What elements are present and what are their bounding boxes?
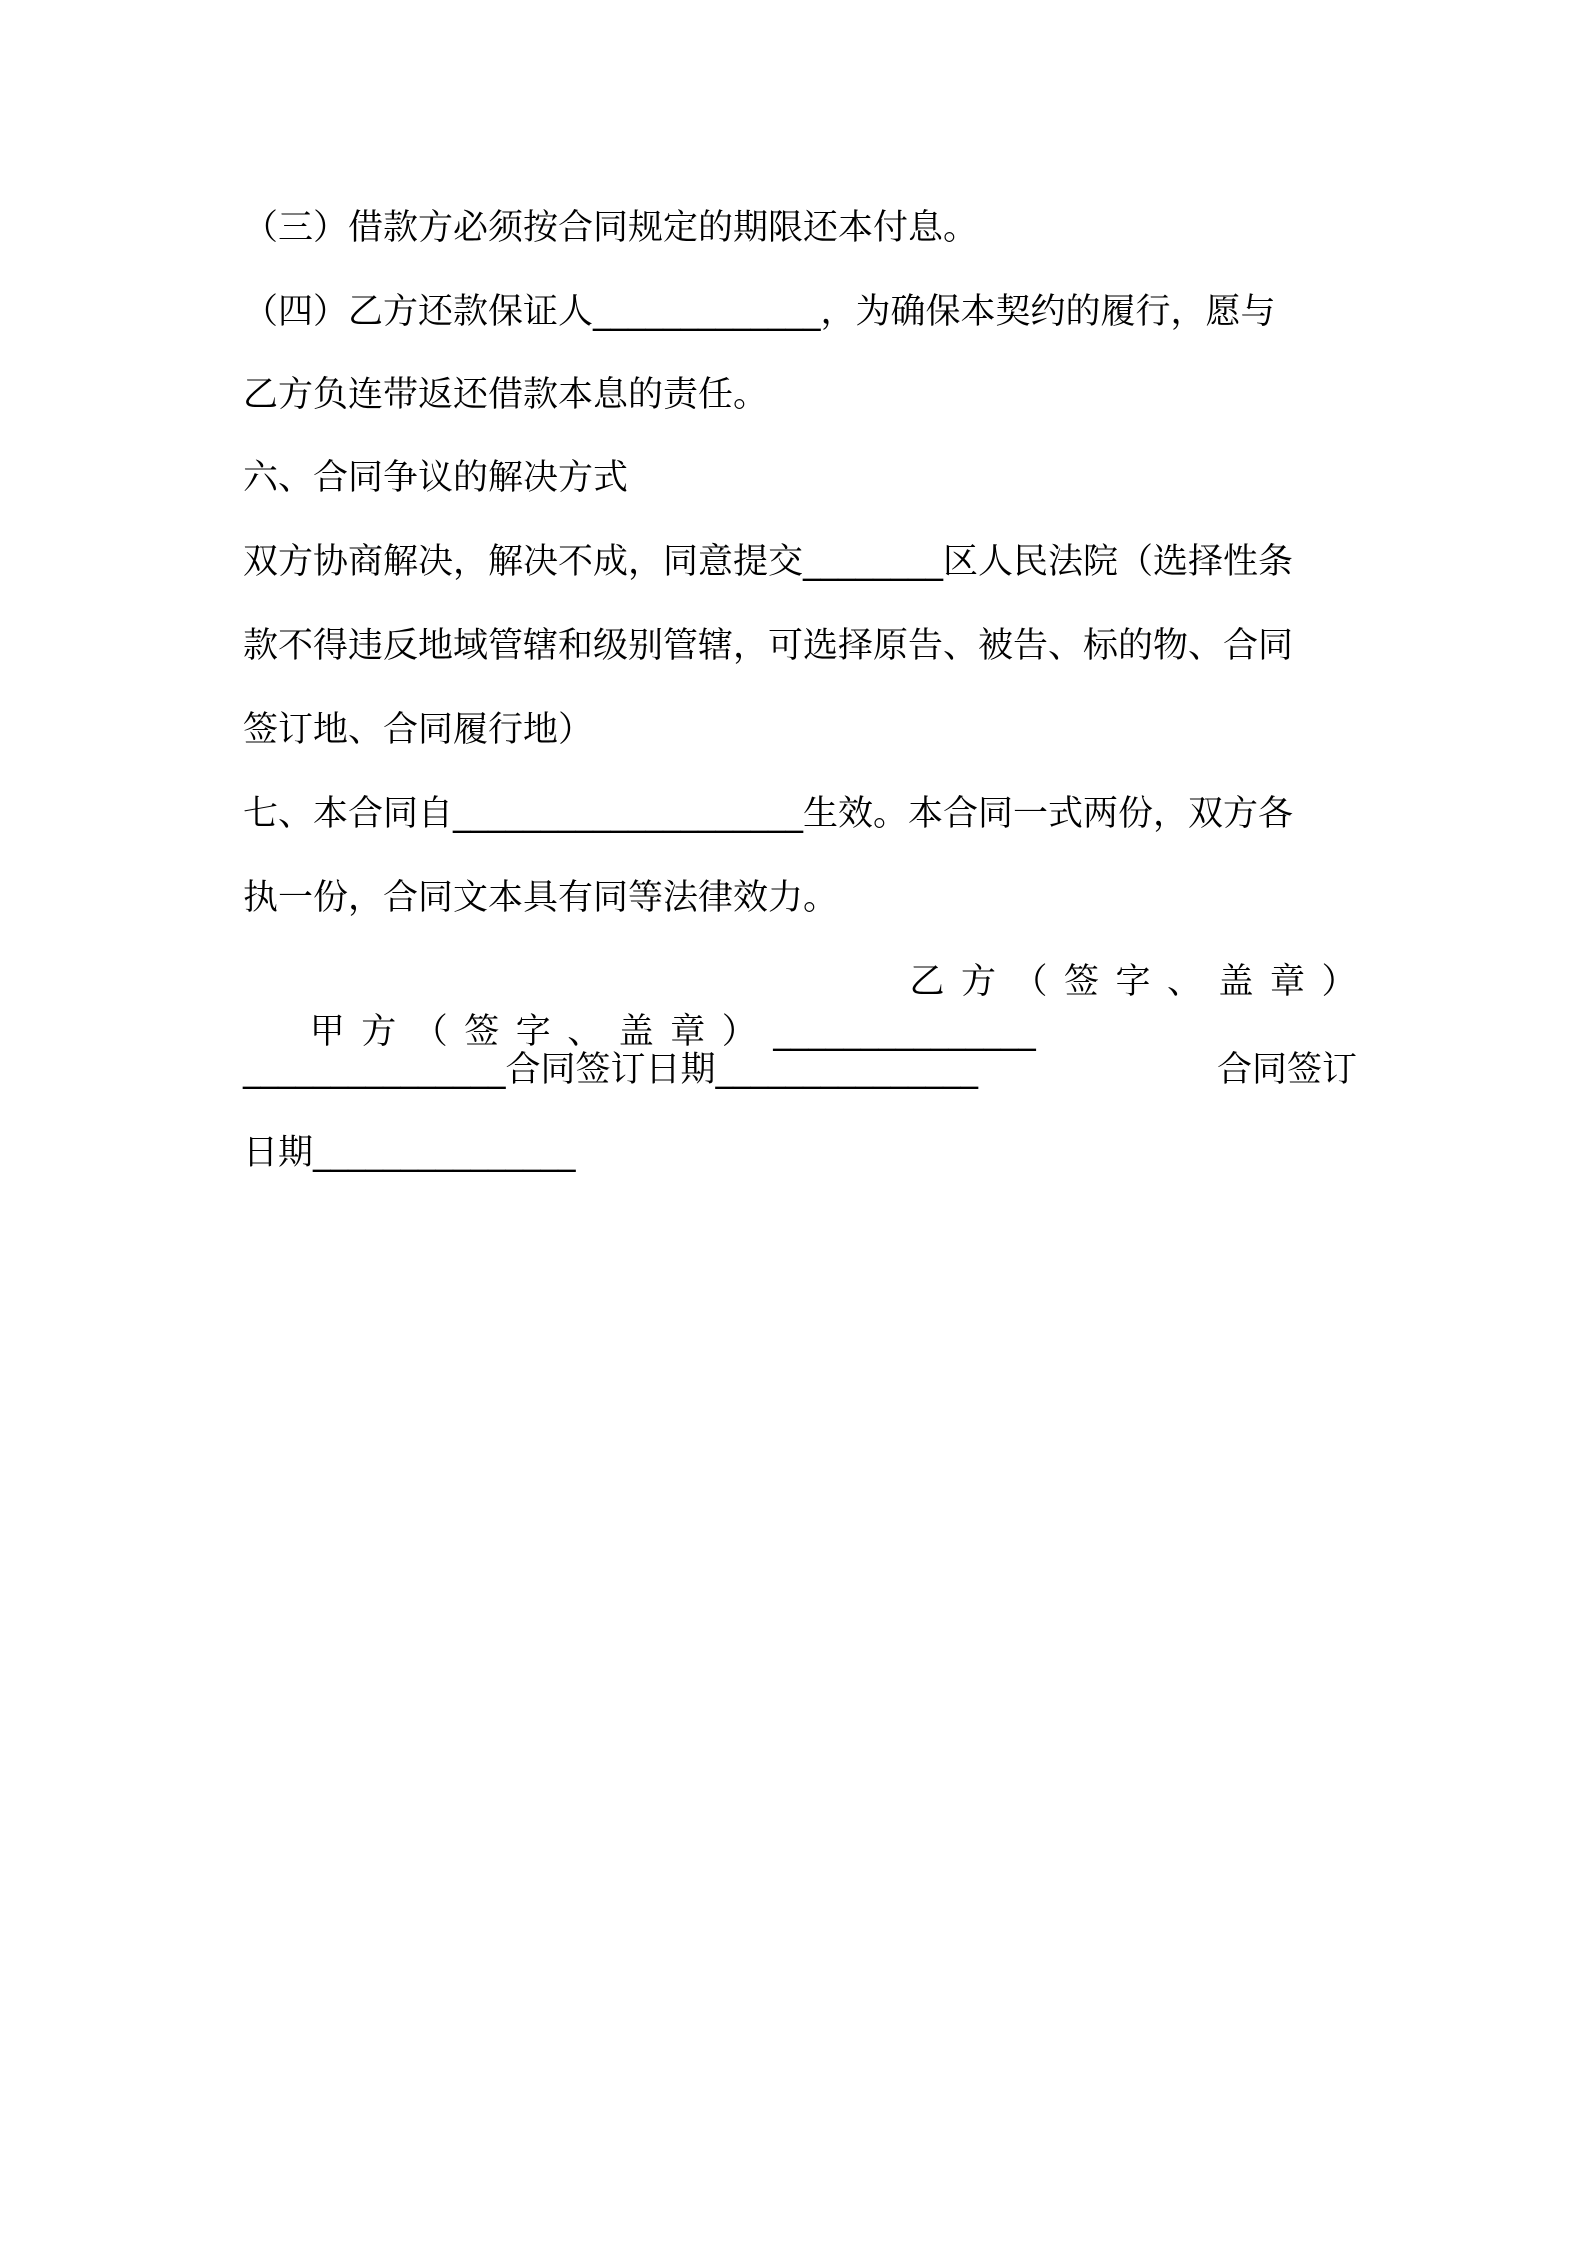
clause-3-line: （三）借款方必须按合同规定的期限还本付息。 [243,208,979,248]
clause-4-line-2: 乙方负连带返还借款本息的责任。 [243,375,769,415]
section-7-line-2: 执一份，合同文本具有同等法律效力。 [243,878,839,918]
signature-row-3: 日期_______________ [243,1133,576,1173]
section-6-line-3: 签订地、合同履行地） [243,710,594,750]
party-b-label: 乙方（签字、盖章） [909,962,1373,1002]
sign-date-row: _______________合同签订日期_______________ [243,1050,979,1090]
section-6-line-1: 双方协商解决，解决不成，同意提交________区人民法院（选择性条 [243,542,1294,582]
section-7-line-1: 七、本合同自____________________生效。本合同一式两份，双方各 [243,794,1294,834]
signature-row-2 [243,1045,1357,1095]
sign-date-label-b: 合同签订 [1216,1050,1357,1090]
section-6-line-2: 款不得违反地域管辖和级别管辖，可选择原告、被告、标的物、合同 [243,626,1294,666]
party-a-label: 甲方（签字、盖章） [309,1012,774,1052]
section-6-heading: 六、合同争议的解决方式 [243,458,629,498]
clause-4-line-1: （四）乙方还款保证人_____________，为确保本契约的履行，愿与 [243,292,1276,332]
party-a-signature-blank: _______________ [773,1012,1036,1052]
signature-row-1 [243,957,1373,1052]
